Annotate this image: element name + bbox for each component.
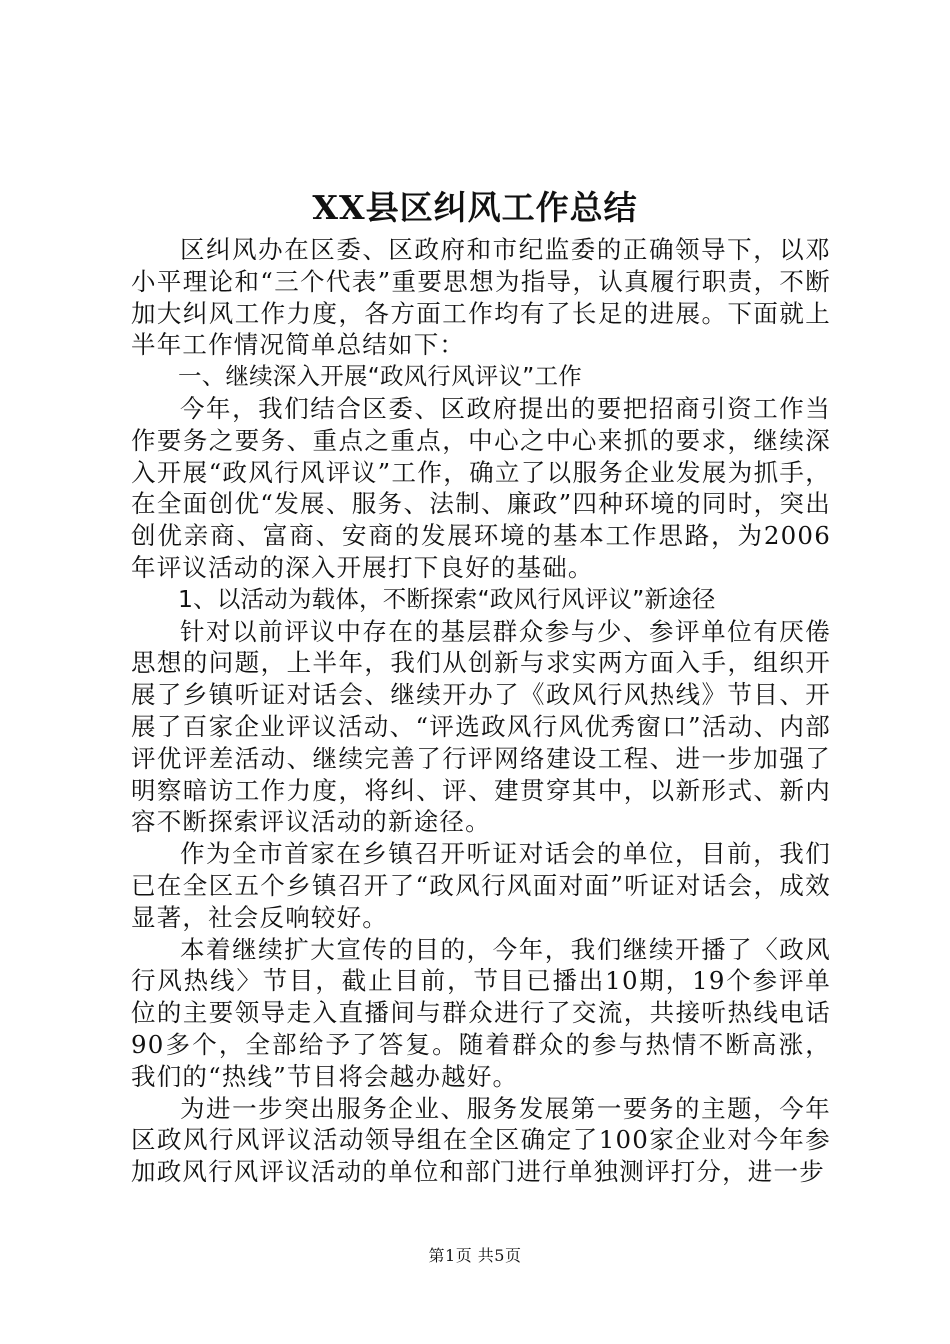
paragraph-hearing: 作为全市首家在乡镇召开听证对话会的单位，目前，我们已在全区五个乡镇召开了“政风行风面对面”听证对话会，成效显著，社会反响较好。 (131, 839, 831, 932)
page-number-footer: 第1页 共5页 (428, 1246, 522, 1265)
paragraph-activities: 针对以前评议中存在的基层群众参与少、参评单位有厌倦思想的问题，上半年，我们从创新与求实两方面入手，组织开展了乡镇听证对话会、继续开办了《政风行风热线》节目、开展了百家企业评议活动、“评选政风行风优秀窗口”活动、内部评优评差活动、继续完善了行评网络建设工程、进一步加强了明察暗访工作力度，将纠、评、建贯穿其中，以新形式、新内容不断探索评议活动的新途径。 (131, 616, 831, 837)
paragraph-hotline: 本着继续扩大宣传的目的，今年，我们继续开播了〈政风行风热线〉节目，截止目前，节目已播出10期，19个参评单位的主要领导走入直播间与群众进行了交流，共接听热线电话90多个，全部给予了答复。随着群众的参与热情不断高涨，我们的“热线”节目将会越办越好。 (131, 934, 831, 1091)
section-heading-1: 一、继续深入开展“政风行风评议”工作 (178, 362, 582, 391)
document-title: XX县区纠风工作总结 (312, 188, 638, 227)
paragraph-enterprise: 为进一步突出服务企业、服务发展第一要务的主题，今年区政风行风评议活动领导组在全区确定了100家企业对今年参加政风行风评议活动的单位和部门进行单独测评打分，进一步 (131, 1093, 831, 1187)
paragraph-intro: 区纠风办在区委、区政府和市纪监委的正确领导下，以邓小平理论和“三个代表”重要思想为指导，认真履行职责，不断加大纠风工作力度，各方面工作均有了长足的进展。下面就上半年工作情况简单总结如下： (131, 235, 831, 360)
document-body (131, 234, 831, 1188)
paragraph-section-1: 今年，我们结合区委、区政府提出的要把招商引资工作当作要务之要务、重点之重点，中心之中心来抓的要求，继续深入开展“政风行风评议”工作，确立了以服务企业发展为抓手，在全面创优“发展、服务、法制、廉政”四种环境的同时，突出创优亲商、富商、安商的发展环境的基本工作思路，为2006年评议活动的深入开展打下良好的基础。 (131, 393, 831, 582)
subsection-heading-1: 1、以活动为载体，不断探索“政风行风评议”新途径 (178, 584, 716, 613)
